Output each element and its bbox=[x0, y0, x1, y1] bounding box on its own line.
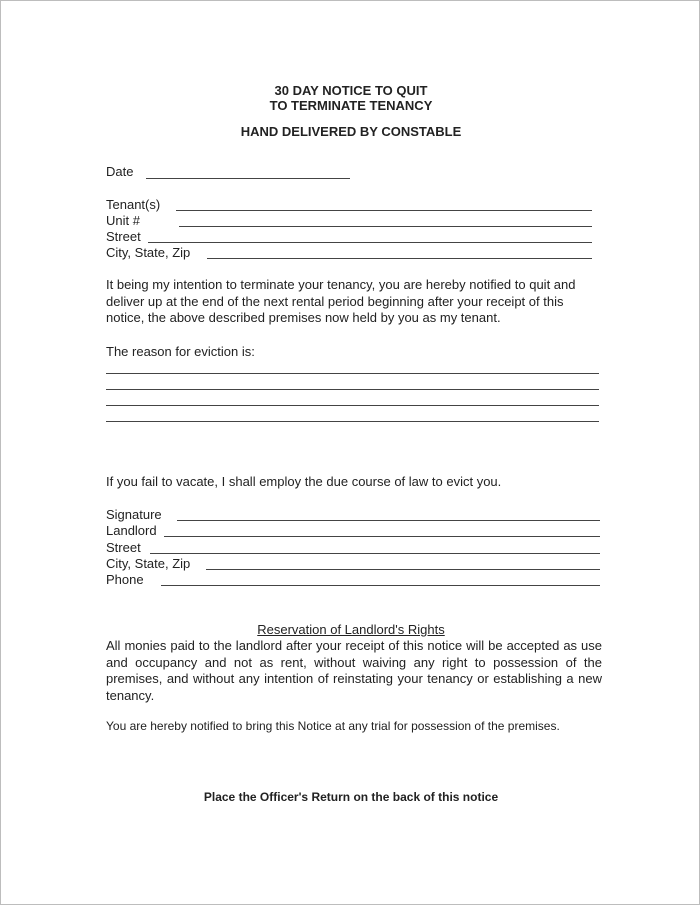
reason-line-2[interactable] bbox=[106, 389, 599, 390]
tenant-city-field-line[interactable] bbox=[207, 258, 592, 259]
reason-line-4[interactable] bbox=[106, 421, 599, 422]
landlord-field-line[interactable] bbox=[164, 536, 600, 537]
landlord-city-field-line[interactable] bbox=[206, 569, 600, 570]
reason-label: The reason for eviction is: bbox=[106, 344, 255, 359]
landlord-label: Landlord bbox=[106, 523, 157, 538]
tenant-street-label: Street bbox=[106, 229, 141, 244]
landlord-street-label: Street bbox=[106, 540, 141, 555]
officer-return-note: Place the Officer's Return on the back of this notice bbox=[203, 790, 499, 804]
reason-line-1[interactable] bbox=[106, 373, 599, 374]
tenant-street-field-line[interactable] bbox=[148, 242, 592, 243]
document-title-line2: TO TERMINATE TENANCY bbox=[269, 98, 433, 113]
unit-field-line[interactable] bbox=[179, 226, 592, 227]
tenant-city-label: City, State, Zip bbox=[106, 245, 191, 260]
signature-field-line[interactable] bbox=[177, 520, 600, 521]
unit-label: Unit # bbox=[106, 213, 140, 228]
landlord-city-label: City, State, Zip bbox=[106, 556, 191, 571]
signature-label: Signature bbox=[106, 507, 162, 522]
landlord-street-field-line[interactable] bbox=[150, 553, 600, 554]
date-field-line[interactable] bbox=[146, 178, 350, 179]
phone-label: Phone bbox=[106, 572, 144, 587]
phone-field-line[interactable] bbox=[161, 585, 600, 586]
trial-notice: You are hereby notified to bring this Notice at any trial for possession of the premises. bbox=[106, 719, 560, 733]
vacate-statement: If you fail to vacate, I shall employ the due course of law to evict you. bbox=[106, 474, 502, 489]
reservation-heading: Reservation of Landlord's Rights bbox=[257, 622, 445, 637]
reservation-body: All monies paid to the landlord after your receipt of this notice will be accepted as use and occupancy and not as rent, without waiving any right to possession of the premises, and without any intention of reinstating your tenancy or establishing a new tenancy. bbox=[106, 638, 602, 703]
intention-paragraph: It being my intention to terminate your tenancy, you are hereby notified to quit and deliver up at the end of the next rental period beginning after your receipt of this notice, the above described premises now held by you as my tenant. bbox=[106, 277, 576, 325]
tenants-field-line[interactable] bbox=[176, 210, 592, 211]
tenants-label: Tenant(s) bbox=[106, 197, 161, 212]
document-title-line1: 30 DAY NOTICE TO QUIT bbox=[274, 83, 428, 98]
date-label: Date bbox=[106, 164, 134, 179]
reason-line-3[interactable] bbox=[106, 405, 599, 406]
document-subtitle: HAND DELIVERED BY CONSTABLE bbox=[240, 124, 462, 139]
